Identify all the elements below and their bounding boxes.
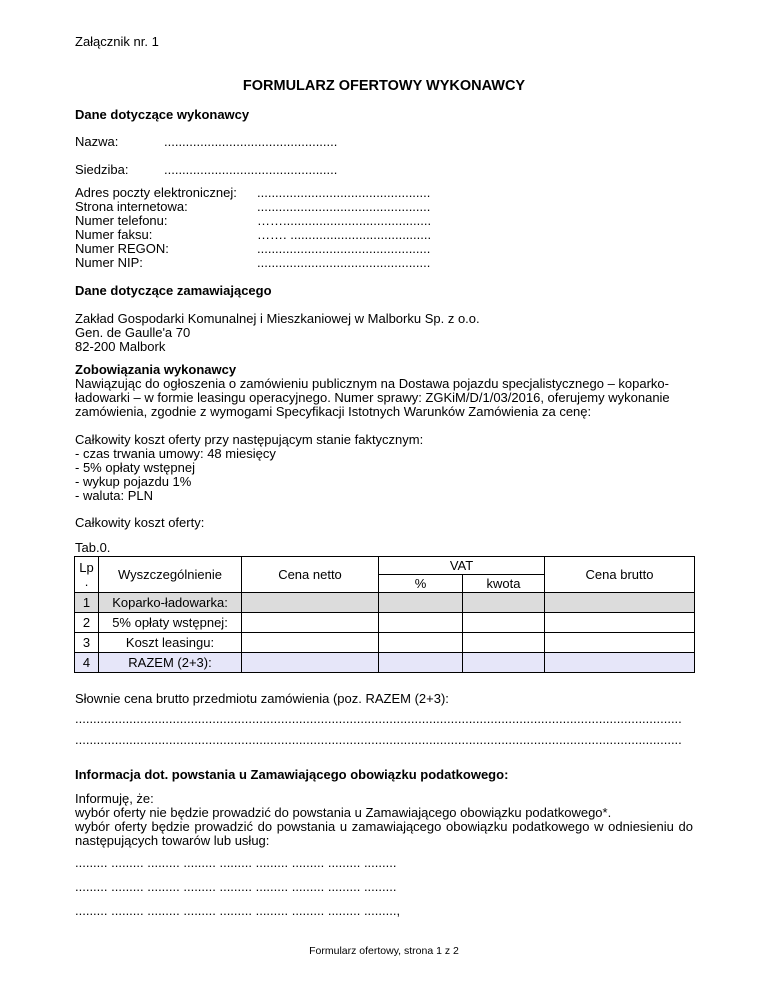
ordering-party-city: 82-200 Malbork [75,339,166,354]
net-price-cell[interactable] [242,593,379,613]
row-description: 5% opłaty wstępnej: [99,613,242,633]
vat-amount-cell[interactable] [463,653,545,673]
words-price-line-1: ........................................................................................................................................................................ [75,712,682,726]
gross-price-cell[interactable] [545,613,695,633]
seat-label: Siedziba: [75,162,129,177]
email-label: Adres poczty elektronicznej: [75,185,237,200]
tax-fill-line-1: ......... ......... ......... ......... ......... ......... ......... ......... ......... [75,855,397,870]
tax-intro: Informuję, że: [75,791,154,806]
row-lp: 1 [75,593,99,613]
total-cost-label: Całkowity koszt oferty: [75,515,205,530]
obligations-line-3: zamówienia, zgodnie z wymogami Specyfikacji Istotnych Warunków Zamówienia za cenę: [75,404,592,419]
price-table [74,556,695,673]
row-lp: 2 [75,613,99,633]
tax-option-1: wybór oferty nie będzie prowadzić do powstania u Zamawiającego obowiązku podatkowego*. [75,805,612,820]
name-field: ................................................ [164,134,338,149]
ordering-party-street: Gen. de Gaulle'a 70 [75,325,191,340]
obligations-heading: Zobowiązania wykonawcy [75,362,237,377]
ordering-party-heading: Dane dotyczące zamawiającego [75,283,272,298]
contractor-heading: Dane dotyczące wykonawcy [75,107,250,122]
condition-item: - 5% opłaty wstępnej [75,460,195,475]
fax-field: ……. ....................................... [257,227,432,242]
table-row [75,613,695,633]
vat-amount-cell[interactable] [463,593,545,613]
vat-percent-cell[interactable] [379,593,463,613]
page-footer: Formularz ofertowy, strona 1 z 2 [309,945,459,957]
condition-item: - waluta: PLN [75,488,154,503]
vat-amount-cell[interactable] [463,613,545,633]
net-price-cell[interactable] [242,653,379,673]
phone-label: Numer telefonu: [75,213,168,228]
lp-header: Lp . [75,557,99,593]
website-label: Strona internetowa: [75,199,188,214]
website-field: ................................................ [257,199,431,214]
words-price-line-2: ........................................................................................................................................................................ [75,733,682,747]
row-lp: 3 [75,633,99,653]
gross-price-cell[interactable] [545,633,695,653]
net-price-cell[interactable] [242,613,379,633]
row-lp: 4 [75,653,99,673]
vat-percent-cell[interactable] [379,653,463,673]
tax-heading: Informacja dot. powstania u Zamawiającego obowiązku podatkowego: [75,767,509,782]
tax-fill-line-3: ......... ......... ......... ......... ......... ......... ......... ......... ........., [75,903,401,918]
seat-field: ................................................ [164,162,338,177]
tax-fill-line-2: ......... ......... ......... ......... ......... ......... ......... ......... ......... [75,879,397,894]
tax-option-2-line-2: następujących towarów lub usług: [75,833,270,848]
vat-percent-cell[interactable] [379,613,463,633]
net-price-header: Cena netto [242,557,379,593]
nip-label: Numer NIP: [75,255,143,270]
conditions-intro: Całkowity koszt oferty przy następującym stanie faktycznym: [75,432,424,447]
table-row [75,633,695,653]
words-price-label: Słownie cena brutto przedmiotu zamówienia (poz. RAZEM (2+3): [75,691,449,706]
page-title: FORMULARZ OFERTOWY WYKONAWCY [242,78,526,94]
vat-amount-header: kwota [463,575,545,593]
gross-price-cell[interactable] [545,593,695,613]
phone-field: ……......................................... [257,213,432,228]
table-row [75,653,695,673]
vat-amount-cell[interactable] [463,633,545,653]
vat-header: VAT [379,557,545,575]
condition-item: - wykup pojazdu 1% [75,474,192,489]
ordering-party-name: Zakład Gospodarki Komunalnej i Mieszkaniowej w Malborku Sp. z o.o. [75,311,480,326]
description-header: Wyszczególnienie [99,557,242,593]
attachment-label: Załącznik nr. 1 [75,34,159,49]
obligations-line-1: Nawiązując do ogłoszenia o zamówieniu publicznym na Dostawa pojazdu specjalistycznego – koparko- [75,376,669,391]
condition-item: - czas trwania umowy: 48 miesięcy [75,446,276,461]
gross-price-cell[interactable] [545,653,695,673]
regon-label: Numer REGON: [75,241,169,256]
vat-percent-header: % [379,575,463,593]
tax-option-2-line-1: wybór oferty będzie prowadzić do powstania u zamawiającego obowiązku podatkowego w odniesieniu do [75,819,693,834]
row-description: Koparko-ładowarka: [99,593,242,613]
nip-field: ................................................ [257,255,431,270]
row-description: Koszt leasingu: [99,633,242,653]
obligations-line-2: ładowarki – w formie leasingu operacyjnego. Numer sprawy: ZGKiM/D/1/03/2016, oferujemy wykonanie [75,390,670,405]
table-caption: Tab.0. [75,540,111,555]
table-row [75,593,695,613]
email-field: ................................................ [257,185,431,200]
regon-field: ................................................ [257,241,431,256]
row-description: RAZEM (2+3): [99,653,242,673]
name-label: Nazwa: [75,134,119,149]
gross-price-header: Cena brutto [545,557,695,593]
fax-label: Numer faksu: [75,227,153,242]
net-price-cell[interactable] [242,633,379,653]
vat-percent-cell[interactable] [379,633,463,653]
